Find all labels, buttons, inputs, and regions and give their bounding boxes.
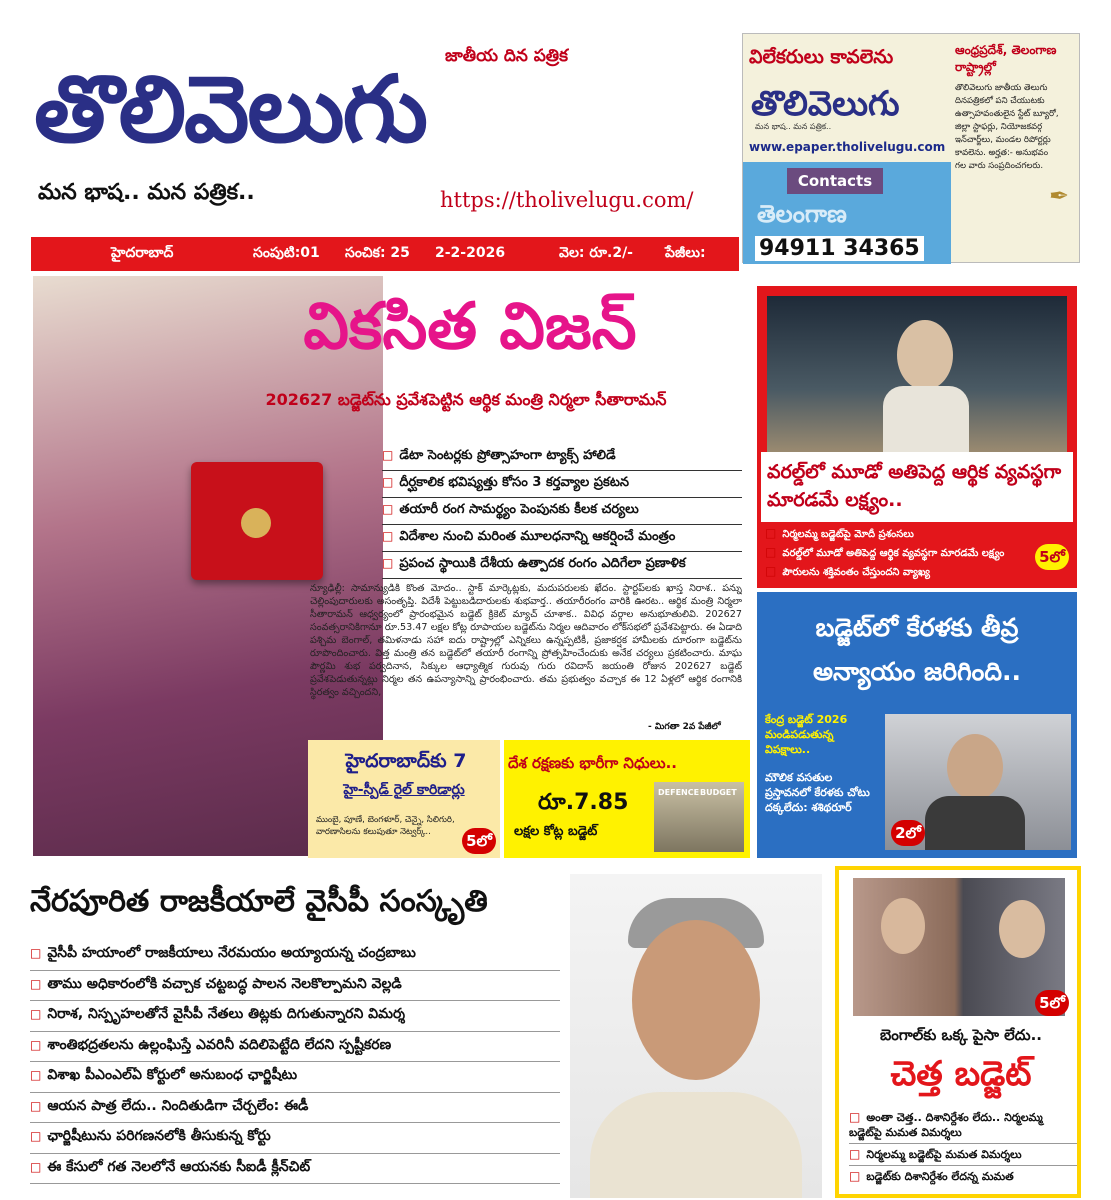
bengal-photo — [853, 878, 1065, 1016]
kerala-page-badge[interactable]: 2లో — [891, 820, 925, 846]
bengal-bullets — [849, 1110, 1077, 1184]
kerala-box — [757, 592, 1077, 858]
dateline-date: 2-2-2026 — [435, 245, 506, 261]
bengal-bullet: □ నిర్మలమ్మ బడ్జెట్‌పై మమత విమర్శలు — [849, 1147, 1077, 1166]
ad-left-panel — [743, 34, 951, 264]
defence-amount: రూ.7.85 — [538, 790, 629, 815]
ysrcp-bullet: □ ఈ కేసులో గత నెలలోనే ఆయనకు సీఐడీ క్లీన్‌చిట్ — [30, 1154, 560, 1185]
defence-image — [654, 782, 744, 852]
modi-bullets — [765, 526, 1025, 583]
dateline-volume: సంపుటి:01 — [253, 245, 320, 261]
dateline-pages: పేజీలు: — [665, 245, 706, 261]
bengal-bullet: □ బడ్జెట్‌కు దిశానిర్దేశం లేదన్న మమత — [849, 1169, 1077, 1184]
pen-icon: ✒ — [1049, 182, 1070, 210]
modi-headline: వరల్డ్‌లో మూడో అతిపెద్ద ఆర్థిక వ్యవస్థగా మారడమే లక్ష్యం.. — [761, 452, 1073, 522]
ysrcp-bullet: □ ఛార్జిషీటును పరిగణనలోకి తీసుకున్న కోర్టు — [30, 1123, 560, 1154]
ysrcp-headline: నేరపూరిత రాజకీయాలే వైసీపీ సంస్కృతి — [30, 884, 488, 919]
masthead — [30, 30, 730, 230]
defence-img-text1: DEFENCE — [658, 788, 700, 797]
rail-corridor-box — [308, 740, 500, 858]
lead-continued: - మిగతా 2వ పేజీలో — [648, 722, 721, 732]
masthead-subtitle: జాతీయ దిన పత్రిక — [445, 46, 568, 66]
lead-bullet: □ దీర్ఘకాలిక భవిష్యత్తు కోసం 3 కర్తవ్యాల ప్రకటన — [382, 471, 742, 498]
dateline-city: హైదరాబాద్ — [111, 245, 174, 261]
lead-subhead: 202627 బడ్జెట్‌ను ప్రవేశపెట్టిన ఆర్థిక మంత్రి నిర్మలా సీతారామన్ — [265, 390, 667, 409]
lead-body: న్యూఢిల్లీ: సామాన్యుడికి కొంత మోదం.. స్టాక్ మార్కెట్లకు, మదుపరులకు ఖేదం. స్టార్టప్‌లకు ఖాస్త నిరాశ.. పన్ను చెల్లింపుదారులకు అసంతృప్తి. విదేశీ పెట్టుబడిదారులకు శుభవార్త.. తయారీరంగం వారికి ఊరట.. ఆర్థిక మంత్రి నిర్మలా సీతారామన్ ఆధ్వర్యంలో ప్రారంభమైన బడ్జెట్ క్రికెట్ మ్యాచ్ చూశాక.. వివిధ వర్గాల అనుభూతులివి. 202627 సంవత్సరానికిగానూ రూ.53.47 లక్షల కోట్ల రూపాయల బడ్జెట్‌ను నిర్మల ఆదివారం లోక్‌సభలో ప్రవేశపెట్టారు. ఈ ఏడాది పశ్చిమ బెంగాల్, తమిళనాడు సహా ఐదు రాష్ట్రాల్లో ఎన్నికలు ఉన్నప్పటికీ, ప్రజాకర్షక హామీలకు దూరంగా బడ్జెట్‌ను రూపొందించారు. విత్త మంత్రి తన బడ్జెట్‌లో తయారీ రంగాన్ని ప్రోత్సహించేందుకు అనేక చర్యలు ప్రకటించారు. మాఘ పౌర్ణమి శుభ పర్వదినాన, సిక్కుల ఆధ్యాత్మిక గురువు గురు రవిదాస్ జయంతి రోజున 202627 బడ్జెట్ ప్రవేశపెడుతున్నట్లు నిర్మల తన ఉపన్యాసాన్ని ప్రారంభించారు. తమ ప్రభుత్వం వచ్చాక ఈ 12 ఏళ్లలో ఆర్థిక రంగానికి స్థిరత్వం వచ్చిందని, — [310, 583, 742, 698]
ysrcp-bullet: □ విశాఖ పీఎంఎల్ఏ కోర్టులో అనుబంధ ఛార్జిషీటు — [30, 1062, 560, 1093]
kerala-headline: బడ్జెట్‌లో కేరళకు తీవ్ర అన్యాయం జరిగింది.. — [813, 613, 1021, 686]
lead-bullet: □ విదేశాల నుంచి మరింత మూలధనాన్ని ఆకర్షించే మంత్రం — [382, 525, 742, 552]
bengal-page-badge[interactable]: 5లో — [1035, 990, 1069, 1016]
rail-page-badge[interactable]: 5లో — [462, 828, 496, 854]
recruitment-ad — [742, 33, 1080, 263]
masthead-title: తొలివెలుగు — [34, 56, 426, 163]
chandrababu-photo — [570, 874, 822, 1198]
ad-phone[interactable]: 94911 34365 — [755, 236, 924, 261]
lead-bullets — [382, 444, 742, 579]
masthead-tagline: మన భాష.. మన పత్రిక.. — [38, 180, 255, 205]
bengal-kicker: బెంగాల్‌కు ఒక్క పైసా లేదు.. — [880, 1026, 1042, 1044]
budget-folder-icon — [191, 462, 323, 580]
ad-side-text: తొలివెలుగు జాతీయ తెలుగు దినపత్రికలో పని చేయుటకు ఉత్సాహవంతులైన స్టేట్ బ్యూరో, జిల్లా స్టాఫర్లు, నియోజకవర్గ ఇన్‌చార్జ్‌లు, మండల రిపోర్టర్లు కావలెను. అర్హత:- అనుభవం గల వారు సంప్రదించగలరు. — [955, 83, 1059, 171]
ad-brand-sub: మన భాష.. మన పత్రిక.. — [755, 122, 832, 131]
ad-right-panel — [953, 38, 1077, 260]
ysrcp-bullet: □ వైసీపీ హయాంలో రాజకీయాలు నేరమయం అయ్యాయన్న చంద్రబాబు — [30, 940, 560, 971]
rail-line1: హైదరాబాద్‌కు 7 — [345, 750, 467, 772]
modi-bullet: □ పౌరులను శక్తివంతం చేస్తుందని వ్యాఖ్య — [765, 564, 1025, 583]
modi-bullet: □ నిర్మలమ్మ బడ్జెట్‌పై మోదీ ప్రశంసలు — [765, 526, 1025, 545]
ad-contacts-label: Contacts — [787, 168, 883, 194]
ysrcp-bullet: □ శాంతిభద్రతలను ఉల్లంఘిస్తే ఎవరినీ వదిలిపెట్టేది లేదని స్పష్టీకరణ — [30, 1032, 560, 1063]
dateline-bar — [31, 237, 739, 271]
modi-photo — [767, 296, 1067, 452]
bengal-bullet: □ అంతా చెత్త.. దిశానిర్దేశం లేదు.. నిర్మలమ్మ బడ్జెట్‌పై మమత విమర్శలు — [849, 1110, 1077, 1144]
kerala-text1: కేంద్ర బడ్జెట్ 2026 మండిపడుతున్న విపక్షాలు.. — [765, 713, 848, 756]
ad-side-title: ఆంధ్రప్రదేశ్, తెలంగాణ రాష్ట్రాల్లో — [955, 43, 1057, 74]
lead-bullet: □ డేటా సెంటర్లకు ప్రోత్సాహంగా ట్యాక్స్ హాలిడే — [382, 444, 742, 471]
ad-state: తెలంగాణ — [757, 200, 847, 228]
defence-headline: దేశ రక్షణకు భారీగా నిధులు.. — [508, 754, 677, 772]
ad-epaper[interactable]: www.epaper.tholivelugu.com — [749, 140, 946, 154]
rail-detail: ముంబై, పూణే, బెంగళూర్, చెన్నై, సిలిగురి, వారణాసిలను కలుపుతూ నెట్వర్క్.. — [316, 815, 455, 837]
modi-page-badge[interactable]: 5లో — [1035, 544, 1069, 570]
lead-bullet: □ ప్రపంచ స్థాయికి దేశీయ ఉత్పాదక రంగం ఎదిగేలా ప్రణాళిక — [382, 552, 742, 579]
lead-headline: వికసిత విజన్ — [303, 290, 637, 364]
ysrcp-bullets — [30, 940, 560, 1184]
modi-box — [757, 286, 1077, 588]
lead-bullet: □ తయారీ రంగ సామర్థ్యం పెంపునకు కీలక చర్యలు — [382, 498, 742, 525]
dateline-price: వెల: రూ.2/- — [559, 245, 633, 261]
ysrcp-bullet: □ ఆయన పాత్ర లేదు.. నిందితుడిగా చేర్చలేం: ఈడీ — [30, 1093, 560, 1124]
defence-box — [504, 740, 750, 858]
bengal-box — [835, 866, 1081, 1198]
ad-brand: తొలివెలుగు — [751, 84, 900, 124]
dateline-issue: సంచిక: 25 — [345, 245, 410, 261]
ysrcp-bullet: □ తాము అధికారంలోకి వచ్చాక చట్టబద్ధ పాలన నెలకొల్పామని వెల్లడి — [30, 971, 560, 1002]
ysrcp-bullet: □ నిరాశ, నిస్పృహలతోనే వైసీపీ నేతలు తిట్లకు దిగుతున్నారని విమర్శ — [30, 1001, 560, 1032]
ad-heading: విలేకరులు కావలెను — [749, 46, 894, 68]
defence-unit: లక్షల కోట్ల బడ్జెట్ — [514, 824, 598, 839]
rail-line2: హై-స్పీడ్ రైల్ కారిడార్లు — [343, 782, 465, 798]
bengal-headline: చెత్త బడ్జెట్ — [890, 1054, 1032, 1094]
masthead-url[interactable]: https://tholivelugu.com/ — [440, 188, 694, 212]
modi-bullet: □ వరల్డ్‌లో మూడో అతిపెద్ద ఆర్థిక వ్యవస్థగా మారడమే లక్ష్యం — [765, 545, 1025, 564]
kerala-text2: మౌలిక వసతుల ప్రస్తావనలో కేరళకు చోటు దక్కలేదు: శశిథరూర్ — [765, 771, 870, 814]
defence-img-text2: BUDGET — [700, 788, 737, 797]
